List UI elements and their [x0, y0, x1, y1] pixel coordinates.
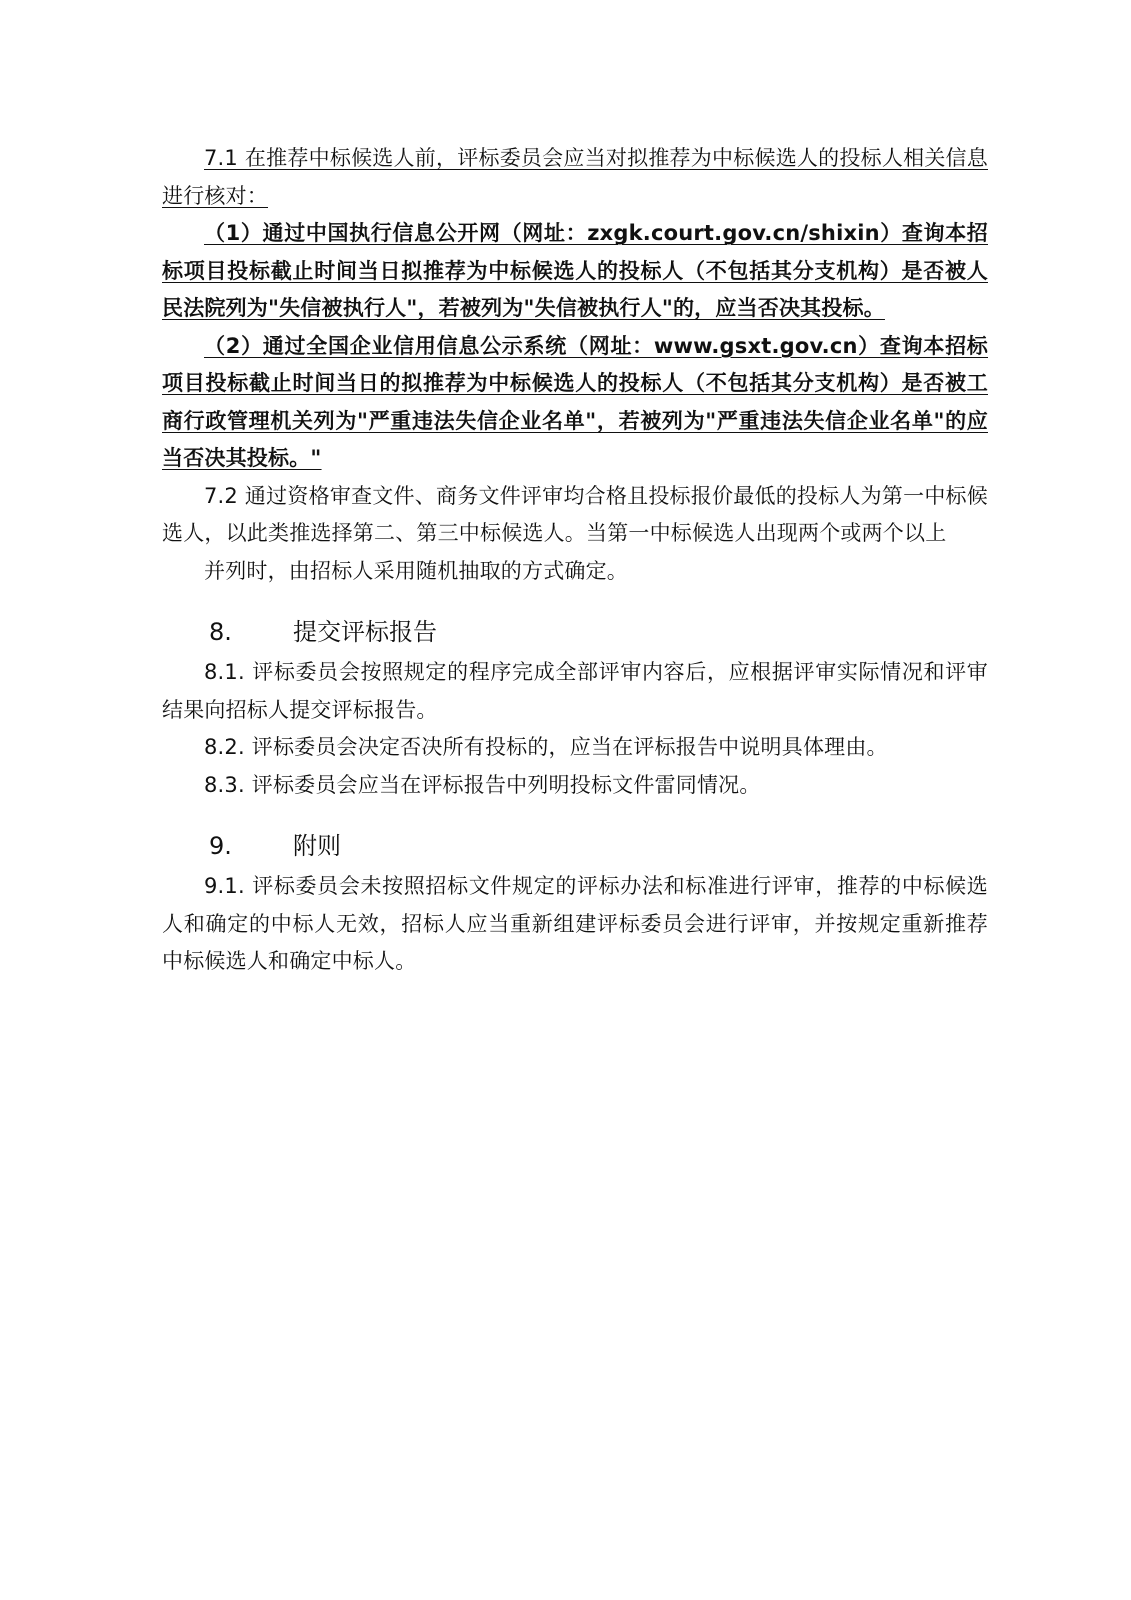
section-8-heading — [162, 612, 988, 652]
paragraph-8-3: 8.3. 评标委员会应当在评标报告中列明投标文件雷同情况。 — [204, 772, 761, 797]
paragraph-7-1-2: （2）通过全国企业信用信息公示系统（网址：www.gsxt.gov.cn）查询本招标项目投标截止时间当日的拟推荐为中标候选人的投标人（不包括其分支机构）是否被工商行政管理机关列为"严重违法失信企业名单"，若被列为"严重违法失信企业名单"的应当否决其投标。" — [162, 333, 988, 470]
paragraph-7-2-continued: 并列时，由招标人采用随机抽取的方式确定。 — [204, 558, 628, 583]
document-body — [162, 140, 988, 981]
section-9-heading — [162, 826, 988, 866]
section-9-number: 9. — [209, 832, 232, 860]
paragraph-9-1: 9.1. 评标委员会未按照招标文件规定的评标办法和标准进行评审，推荐的中标候选人和确定的中标人无效，招标人应当重新组建评标委员会进行评审，并按规定重新推荐中标候选人和确定中标人。 — [162, 874, 988, 973]
section-8-number: 8. — [209, 618, 232, 646]
paragraph-8-2: 8.2. 评标委员会决定否决所有投标的，应当在评标报告中说明具体理由。 — [204, 735, 888, 759]
paragraph-7-1: 7.1 在推荐中标候选人前，评标委员会应当对拟推荐为中标候选人的投标人相关信息进行核对： — [162, 146, 988, 208]
paragraph-8-1: 8.1. 评标委员会按照规定的程序完成全部评审内容后，应根据评审实际情况和评审结果向招标人提交评标报告。 — [162, 660, 988, 722]
section-9-title: 附则 — [293, 832, 341, 860]
paragraph-7-2: 7.2 通过资格审查文件、商务文件评审均合格且投标报价最低的投标人为第一中标候选人，以此类推选择第二、第三中标候选人。当第一中标候选人出现两个或两个以上 — [162, 483, 988, 545]
section-8-title: 提交评标报告 — [293, 618, 437, 646]
paragraph-7-1-1: （1）通过中国执行信息公开网（网址：zxgk.court.gov.cn/shixin）查询本招标项目投标截止时间当日拟推荐为中标候选人的投标人（不包括其分支机构）是否被人民法院列为"失信被执行人"，若被列为"失信被执行人"的，应当否决其投标。 — [162, 221, 988, 320]
